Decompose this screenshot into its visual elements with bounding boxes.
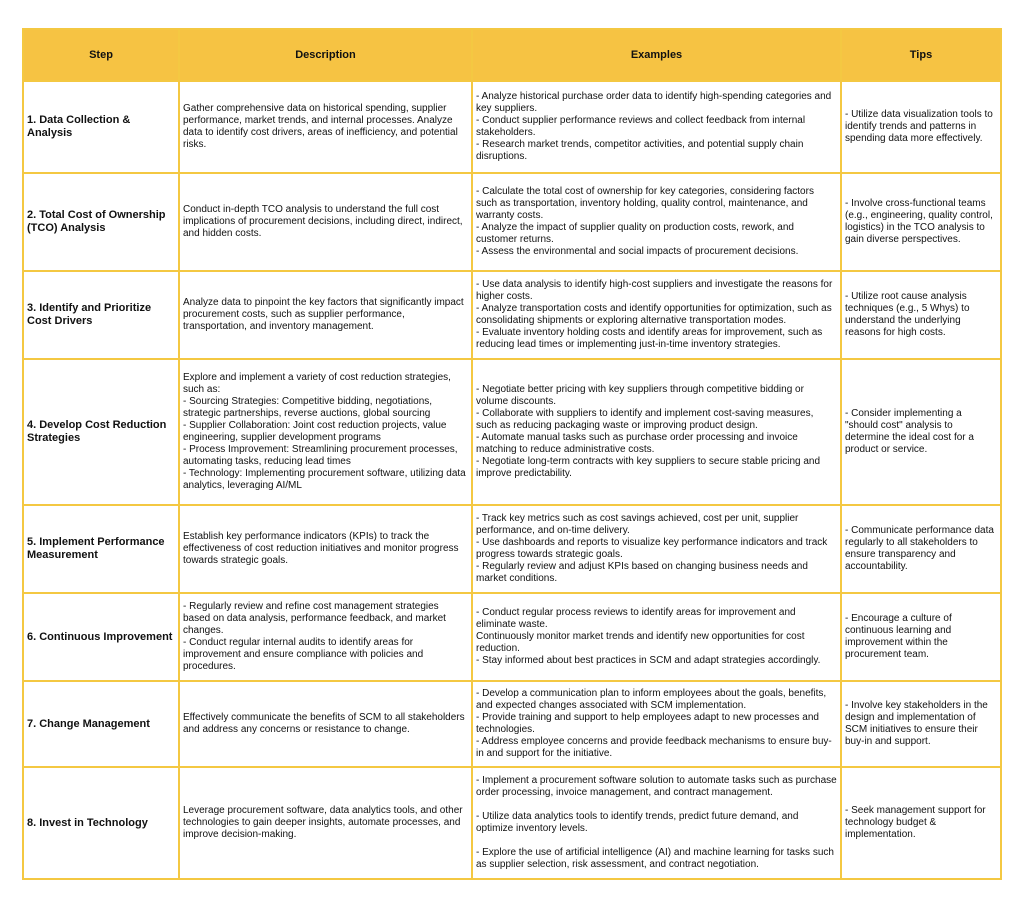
tips-cell: - Utilize root cause analysis techniques (e.g., 5 Whys) to understand the underlying reasons for high costs.	[841, 271, 1001, 359]
tips-cell: - Seek management support for technology budget & implementation.	[841, 767, 1001, 879]
examples-cell: - Conduct regular process reviews to identify areas for improvement and eliminate waste. Continuously monitor market trends and identify new opportunities for cost reduction. - Stay informed about best practices in SCM and adapt strategies accordingly.	[472, 593, 841, 681]
examples-cell: - Analyze historical purchase order data to identify high-spending categories and key suppliers. - Conduct supplier performance reviews and collect feedback from internal stakeholders. - Research market trends, competitor activities, and potential supply chain disruptions.	[472, 81, 841, 173]
tips-cell: - Utilize data visualization tools to identify trends and patterns in spending data more effectively.	[841, 81, 1001, 173]
description-cell: Analyze data to pinpoint the key factors that significantly impact procurement costs, such as supplier performance, transportation, and inventory management.	[179, 271, 472, 359]
tips-cell: - Involve cross-functional teams (e.g., engineering, quality control, logistics) in the TCO analysis to gain diverse perspectives.	[841, 173, 1001, 271]
step-cell: 7. Change Management	[23, 681, 179, 767]
step-cell: 2. Total Cost of Ownership (TCO) Analysis	[23, 173, 179, 271]
description-cell: Effectively communicate the benefits of SCM to all stakeholders and address any concerns or resistance to change.	[179, 681, 472, 767]
table-row	[23, 81, 1001, 173]
table-row	[23, 593, 1001, 681]
table-row	[23, 767, 1001, 879]
description-cell: Leverage procurement software, data analytics tools, and other technologies to gain deeper insights, automate processes, and improve decision-making.	[179, 767, 472, 879]
scm-table	[22, 28, 1002, 880]
step-cell: 4. Develop Cost Reduction Strategies	[23, 359, 179, 505]
description-cell: - Regularly review and refine cost management strategies based on data analysis, performance feedback, and market changes. - Conduct regular internal audits to identify areas for improvement and ensure compliance with policies and procedures.	[179, 593, 472, 681]
tips-cell: - Communicate performance data regularly to all stakeholders to ensure transparency and accountability.	[841, 505, 1001, 593]
description-cell: Establish key performance indicators (KPIs) to track the effectiveness of cost reduction initiatives and monitor progress towards strategic goals.	[179, 505, 472, 593]
table-row	[23, 359, 1001, 505]
examples-cell: - Use data analysis to identify high-cost suppliers and investigate the reasons for higher costs. - Analyze transportation costs and identify opportunities for optimization, such as consolidating shipments or exploring alternative transportation modes. - Evaluate inventory holding costs and identify areas for improvement, such as reducing lead times or implementing just-in-time inventory strategies.	[472, 271, 841, 359]
tips-cell: - Encourage a culture of continuous learning and improvement within the procurement team.	[841, 593, 1001, 681]
description-cell: Explore and implement a variety of cost reduction strategies, such as: - Sourcing Strategies: Competitive bidding, negotiations, strategic partnerships, reverse auctions, global sourcing - Supplier Collaboration: Joint cost reduction projects, value engineering, supplier development programs - Process Improvement: Streamlining procurement processes, automating tasks, reducing lead times - Technology: Implementing procurement software, utilizing data analytics, leveraging AI/ML	[179, 359, 472, 505]
header-row	[23, 29, 1001, 81]
step-cell: 8. Invest in Technology	[23, 767, 179, 879]
table-row	[23, 173, 1001, 271]
examples-cell: - Track key metrics such as cost savings achieved, cost per unit, supplier performance, and on-time delivery. - Use dashboards and reports to visualize key performance indicators and track progress towards strategic goals. - Regularly review and adjust KPIs based on changing business needs and market conditions.	[472, 505, 841, 593]
header-description: Description	[179, 29, 472, 81]
description-cell: Conduct in-depth TCO analysis to understand the full cost implications of procurement decisions, including direct, indirect, and hidden costs.	[179, 173, 472, 271]
examples-cell: - Calculate the total cost of ownership for key categories, considering factors such as transportation, inventory holding, quality control, maintenance, and warranty costs. - Analyze the impact of supplier quality on production costs, rework, and customer returns. - Assess the environmental and social impacts of procurement decisions.	[472, 173, 841, 271]
examples-cell: - Develop a communication plan to inform employees about the goals, benefits, and expected changes associated with SCM implementation. - Provide training and support to help employees adapt to new processes and technologies. - Address employee concerns and provide feedback mechanisms to ensure buy-in and support for the initiative.	[472, 681, 841, 767]
tips-cell: - Involve key stakeholders in the design and implementation of SCM initiatives to ensure their buy-in and support.	[841, 681, 1001, 767]
step-cell: 1. Data Collection & Analysis	[23, 81, 179, 173]
step-cell: 5. Implement Performance Measurement	[23, 505, 179, 593]
examples-cell: - Negotiate better pricing with key suppliers through competitive bidding or volume discounts. - Collaborate with suppliers to identify and implement cost-saving measures, such as reducing packaging waste or improving product design. - Automate manual tasks such as purchase order processing and invoice matching to reduce administrative costs. - Negotiate long-term contracts with key suppliers to secure stable pricing and improve predictability.	[472, 359, 841, 505]
tips-cell: - Consider implementing a "should cost" analysis to determine the ideal cost for a product or service.	[841, 359, 1001, 505]
description-cell: Gather comprehensive data on historical spending, supplier performance, market trends, and internal processes. Analyze data to identify cost drivers, areas of inefficiency, and potential risks.	[179, 81, 472, 173]
table-row	[23, 681, 1001, 767]
header-step: Step	[23, 29, 179, 81]
step-cell: 6. Continuous Improvement	[23, 593, 179, 681]
step-cell: 3. Identify and Prioritize Cost Drivers	[23, 271, 179, 359]
header-tips: Tips	[841, 29, 1001, 81]
table-row	[23, 505, 1001, 593]
examples-cell: - Implement a procurement software solution to automate tasks such as purchase order processing, invoice management, and contract management. - Utilize data analytics tools to identify trends, predict future demand, and optimize inventory levels. - Explore the use of artificial intelligence (AI) and machine learning for tasks such as supplier selection, risk assessment, and contract negotiation.	[472, 767, 841, 879]
header-examples: Examples	[472, 29, 841, 81]
table-row	[23, 271, 1001, 359]
